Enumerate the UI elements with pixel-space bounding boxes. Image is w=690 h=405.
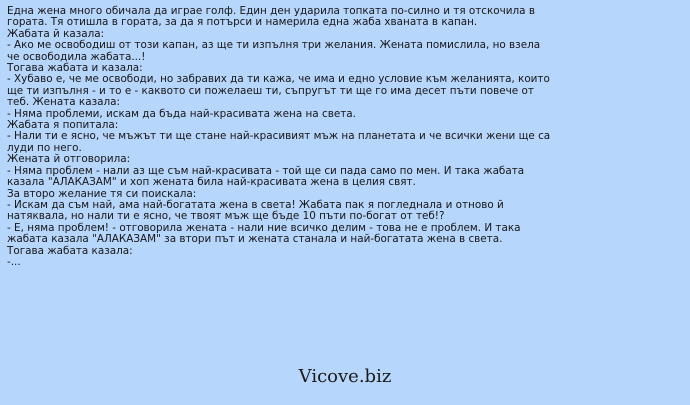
story-line: Тогава жабата казала: (7, 244, 133, 257)
story-line: - Ако ме освободиш от този капан, аз ще ти изпълня три желания. Жената помислила, но взела (7, 39, 541, 52)
story-line: - Няма проблем - нали аз ще съм най-красивата - той ще си пада само по мен. И така жабата (7, 164, 525, 177)
site-footer (0, 366, 690, 387)
story-line: Жабата я попитала: (7, 119, 119, 132)
story-line: - Нали ти е ясно, че мъжът ти ще стане най-красивият мъж на планетата и че всички жени ще са (7, 130, 551, 143)
story-line: жабата казала "АЛАКАЗАМ" за втори път и жената станала и най-богатата жена в света. (7, 233, 503, 246)
story-line: теб. Жената казала: (7, 96, 120, 109)
story-line: За второ желание тя си поискала: (7, 187, 197, 200)
site-name: Vicove.biz (298, 366, 392, 387)
story-line: гората. Тя отишла в гората, за да я потърси и намерила една жаба хваната в капан. (7, 16, 478, 29)
story-line: Една жена много обичала да играе голф. Един ден ударила топката по-силно и тя отскочила в (7, 5, 535, 17)
story-line: казала "АЛАКАЗАМ" и хоп жената била най-красивата жена в целия свят. (7, 176, 416, 189)
story-line: луди по него. (7, 141, 82, 154)
story-line: Жабата й казала: (7, 27, 105, 40)
story-line: - Няма проблеми, искам да бъда най-красивата жена на света. (7, 107, 356, 120)
story-line: - Е, няма проблем! - отговорила жената - нали ние всичко делим - това не е проблем. И така (7, 221, 521, 234)
story-line: - Хубаво е, че ме освободи, но забравих да ти кажа, че има и едно условие към желанията, които (7, 73, 550, 86)
story-text (7, 6, 683, 268)
story-line: ще ти изпълня - и то е - каквото си пожелаеш ти, съпругът ти ще го има десет пъти повече от (7, 84, 534, 97)
story-line: натяквала, но нали ти е ясно, че твоят мъж ще бъде 10 пъти по-богат от теб!? (7, 210, 445, 223)
story-line: Тогава жабата и казала: (7, 62, 143, 75)
story-line: -... (7, 255, 21, 268)
story-line: Жената й отговорила: (7, 153, 131, 166)
story-line: - Искам да съм най, ама най-богатата жена в света! Жабата пак я погледнала и отново й (7, 198, 504, 211)
story-line: че освободила жабата...! (7, 50, 146, 63)
